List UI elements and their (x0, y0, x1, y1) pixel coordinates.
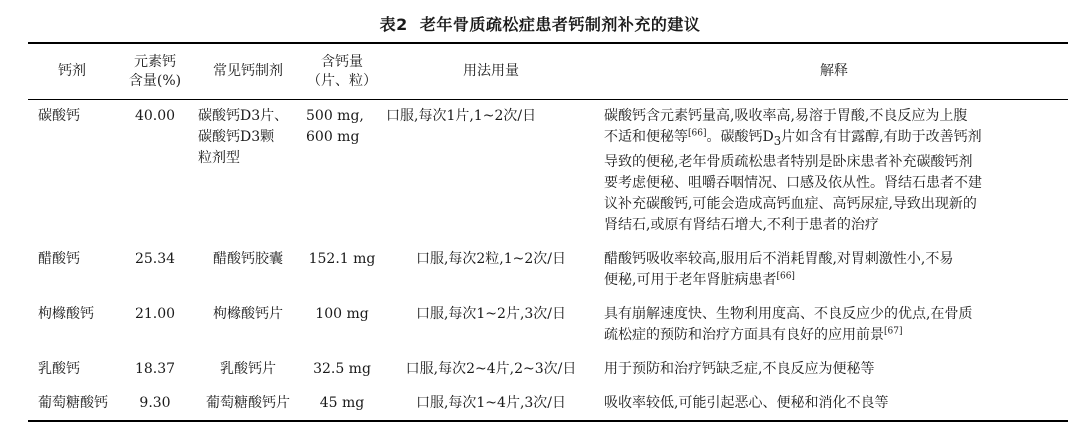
citation: [66] (776, 271, 795, 282)
cell-product: 碳酸钙D3片、 碳酸钙D3颗 粒剂型 (198, 108, 289, 166)
cell-amount: 100 mg (315, 305, 369, 322)
table-caption (0, 12, 1080, 35)
cell-usage: 口服,每次1片,1~2次/日 (386, 108, 537, 124)
cell-content: 21.00 (134, 305, 176, 322)
cell-agent: 醋酸钙 (38, 250, 80, 267)
cell-notes: 碳酸钙含元素钙量高,吸收率高,易溶于胃酸,不良反应为上腹 不适和便秘等[66]。碳酸钙$D_3$片如含有甘露醇,有助于改善钙剂 导致的便秘,老年骨质疏松患者特别是卧床患者补充碳酸钙剂 要考虑便秘、咀嚼吞咽情况、口感及依从性。肾结石患者不建 议补充碳酸钙,可能会造成高钙血症、高钙尿症,导致出现新的 肾结石,或原有肾结石增大,不利于患者的治疗 (604, 108, 982, 233)
citation: [67] (884, 326, 903, 337)
cell-usage: 口服,每次1~4片,3次/日 (415, 394, 567, 411)
calcium-table (28, 42, 1068, 422)
header-amount: 含钙量 （片、粒） (307, 53, 377, 89)
cell-notes: 用于预防和治疗钙缺乏症,不良反应为便秘等 (604, 360, 875, 377)
table-row (28, 386, 1068, 421)
cell-content: 25.34 (134, 250, 176, 267)
header-usage: 用法用量 (463, 63, 519, 79)
cell-product: 乳酸钙片 (220, 360, 276, 377)
header-agent: 钙剂 (58, 63, 86, 79)
table-row (28, 242, 1068, 297)
cell-amount: 32.5 mg (313, 360, 371, 377)
cell-product: 枸橼酸钙片 (213, 305, 283, 322)
cell-agent: 乳酸钙 (38, 360, 80, 377)
cell-content: 40.00 (134, 108, 176, 124)
cell-content: 9.30 (139, 394, 171, 411)
cell-amount: 152.1 mg (308, 250, 376, 267)
table-row (28, 352, 1068, 386)
table-row (28, 100, 1068, 242)
cell-product: 醋酸钙胶囊 (213, 250, 283, 267)
header-content: 元素钙 含量(%) (128, 53, 182, 89)
table-header-row (28, 43, 1068, 100)
cell-usage: 口服,每次2~4片,2~3次/日 (405, 360, 577, 377)
cell-notes: 吸收率较低,可能引起恶心、便秘和消化不良等 (604, 394, 889, 411)
cell-agent: 碳酸钙 (38, 108, 80, 124)
cell-notes: 醋酸钙吸收率较高,服用后不消耗胃酸,对胃刺激性小,不易 便秘,可用于老年肾脏病患者[66] (604, 250, 954, 288)
cell-usage: 口服,每次1~2片,3次/日 (415, 305, 567, 322)
cell-usage: 口服,每次2粒,1~2次/日 (415, 250, 567, 267)
cell-product: 葡萄糖酸钙片 (206, 394, 290, 411)
cell-agent: 枸橼酸钙 (38, 305, 94, 322)
citation: [66] (688, 128, 707, 139)
cell-amount: 500 mg, 600 mg (306, 108, 364, 145)
table-row (28, 297, 1068, 352)
header-notes: 解释 (820, 63, 848, 79)
cell-content: 18.37 (134, 360, 176, 377)
cell-notes: 具有崩解速度快、生物利用度高、不良反应少的优点,在骨质 疏松症的预防和治疗方面具有良好的应用前景[67] (604, 305, 973, 343)
table-title: 老年骨质疏松症患者钙制剂补充的建议 (419, 15, 701, 34)
cell-amount: 45 mg (319, 394, 365, 411)
table-number: 表2 (379, 15, 408, 34)
cell-agent: 葡萄糖酸钙 (38, 394, 108, 411)
header-product: 常见钙制剂 (213, 63, 283, 79)
